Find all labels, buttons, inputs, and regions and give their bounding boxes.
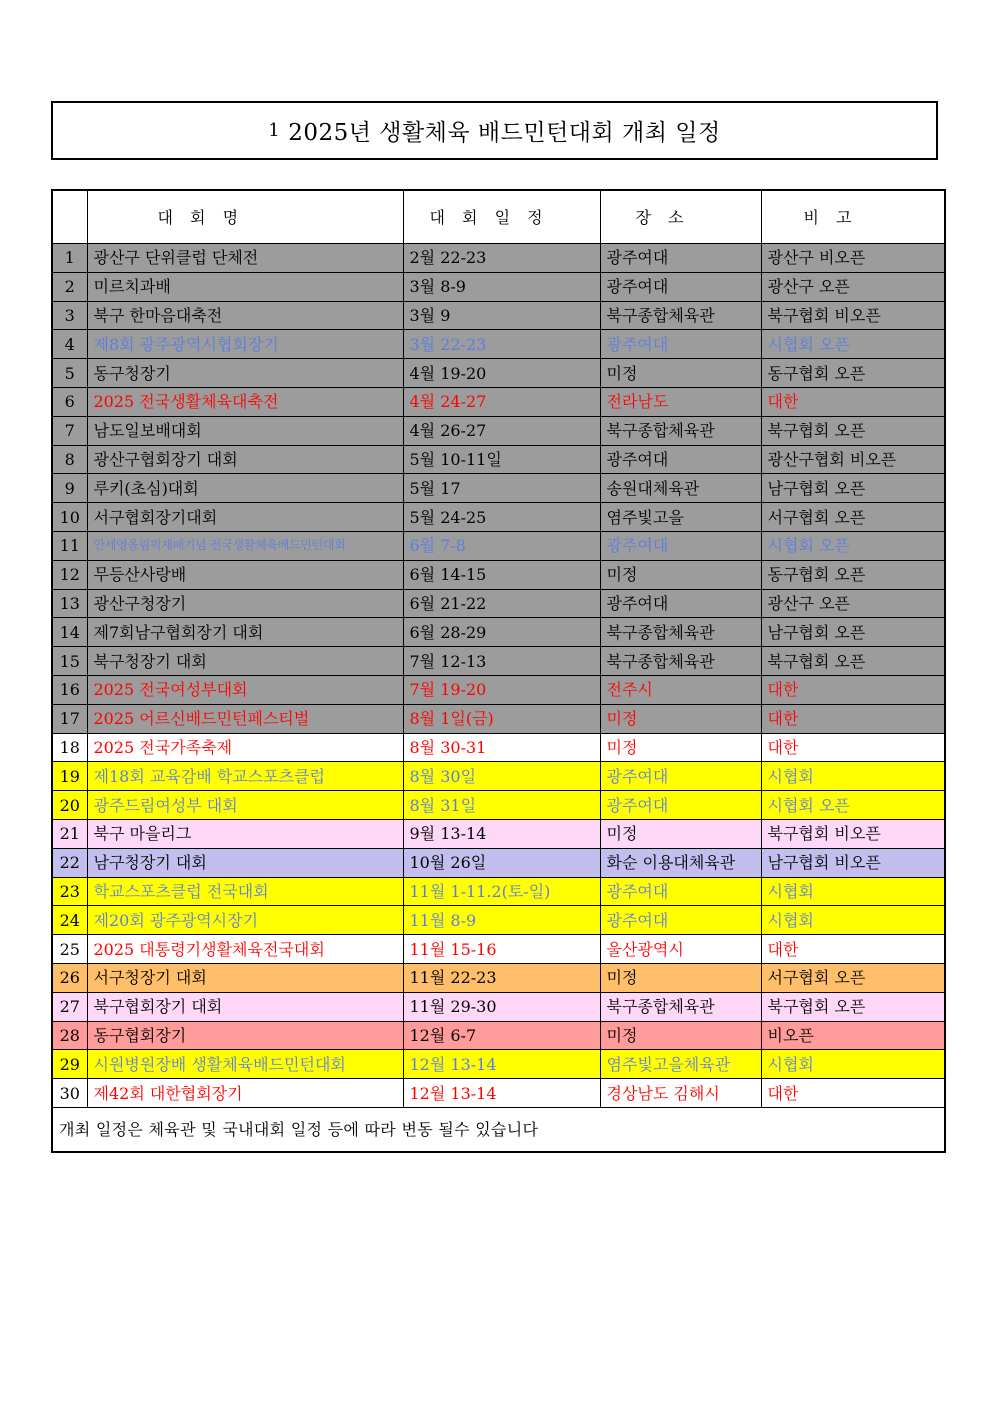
table-row	[52, 387, 945, 416]
header-place: 장 소	[600, 190, 761, 244]
table-row	[52, 560, 945, 589]
row-number: 1	[52, 244, 87, 273]
event-date: 6월 14-15	[403, 560, 600, 589]
event-date: 6월 21-22	[403, 589, 600, 618]
event-name: 2025 대통령기생활체육전국대회	[87, 935, 403, 964]
event-place: 광주여대	[600, 589, 761, 618]
header-name: 대 회 명	[87, 190, 403, 244]
event-place: 북구종합체육관	[600, 618, 761, 647]
event-date: 5월 17	[403, 474, 600, 503]
table-row	[52, 359, 945, 388]
event-note: 광산구 비오픈	[761, 244, 945, 273]
event-name: 무등산사랑배	[87, 560, 403, 589]
row-number: 23	[52, 877, 87, 906]
table-row	[52, 1050, 945, 1079]
table-row	[52, 1021, 945, 1050]
table-row	[52, 906, 945, 935]
event-place: 미정	[600, 560, 761, 589]
event-date: 6월 28-29	[403, 618, 600, 647]
event-place: 울산광역시	[600, 935, 761, 964]
event-date: 10월 26일	[403, 848, 600, 877]
event-name: 제7회남구협회장기 대회	[87, 618, 403, 647]
event-name: 남구청장기 대회	[87, 848, 403, 877]
event-place: 광주여대	[600, 330, 761, 359]
event-place: 북구종합체육관	[600, 416, 761, 445]
table-row	[52, 877, 945, 906]
table-row	[52, 647, 945, 676]
event-note: 북구협회 오픈	[761, 992, 945, 1021]
event-place: 북구종합체육관	[600, 992, 761, 1021]
event-date: 12월 6-7	[403, 1021, 600, 1050]
table-row	[52, 1079, 945, 1108]
event-note: 광산구 오픈	[761, 589, 945, 618]
event-place: 미정	[600, 963, 761, 992]
event-place: 북구종합체육관	[600, 647, 761, 676]
event-place: 염주빛고을체육관	[600, 1050, 761, 1079]
table-row	[52, 474, 945, 503]
table-row	[52, 618, 945, 647]
row-number: 10	[52, 503, 87, 532]
event-note: 북구협회 오픈	[761, 647, 945, 676]
event-name: 학교스포츠클럽 전국대회	[87, 877, 403, 906]
event-date: 7월 19-20	[403, 675, 600, 704]
event-name: 동구청장기	[87, 359, 403, 388]
event-date: 2월 22-23	[403, 244, 600, 273]
event-name: 제20회 광주광역시장기	[87, 906, 403, 935]
schedule-table	[51, 189, 946, 1153]
title-text: 2025년 생활체육 배드민턴대회 개최 일정	[288, 120, 721, 146]
event-place: 송원대체육관	[600, 474, 761, 503]
event-note: 시협회	[761, 1050, 945, 1079]
table-row	[52, 301, 945, 330]
table-row	[52, 848, 945, 877]
event-date: 12월 13-14	[403, 1079, 600, 1108]
event-date: 11월 8-9	[403, 906, 600, 935]
event-note: 동구협회 오픈	[761, 560, 945, 589]
event-date: 8월 30-31	[403, 733, 600, 762]
event-name: 안세영올림픽재패기념 전국생활체육배드민턴대회	[87, 531, 403, 560]
row-number: 12	[52, 560, 87, 589]
event-name: 2025 전국여성부대회	[87, 675, 403, 704]
event-date: 3월 8-9	[403, 272, 600, 301]
row-number: 30	[52, 1079, 87, 1108]
event-name: 광산구협회장기 대회	[87, 445, 403, 474]
table-row	[52, 244, 945, 273]
event-name: 2025 전국생활체육대축전	[87, 387, 403, 416]
row-number: 25	[52, 935, 87, 964]
event-note: 동구협회 오픈	[761, 359, 945, 388]
event-place: 경상남도 김해시	[600, 1079, 761, 1108]
event-date: 5월 24-25	[403, 503, 600, 532]
event-place: 미정	[600, 733, 761, 762]
event-place: 염주빛고을	[600, 503, 761, 532]
event-place: 광주여대	[600, 877, 761, 906]
event-place: 광주여대	[600, 791, 761, 820]
footnote: 개최 일정은 체육관 및 국내대회 일정 등에 따라 변동 될수 있습니다	[52, 1107, 945, 1152]
event-place: 광주여대	[600, 906, 761, 935]
event-note: 대한	[761, 675, 945, 704]
event-note: 남구협회 오픈	[761, 618, 945, 647]
event-name: 제8회 광주광역시협회장기	[87, 330, 403, 359]
event-note: 대한	[761, 935, 945, 964]
event-note: 대한	[761, 733, 945, 762]
event-note: 시협회	[761, 877, 945, 906]
row-number: 11	[52, 531, 87, 560]
event-name: 제18회 교육감배 학교스포츠클럽	[87, 762, 403, 791]
event-place: 미정	[600, 704, 761, 733]
event-name: 광산구청장기	[87, 589, 403, 618]
event-place: 광주여대	[600, 445, 761, 474]
row-number: 17	[52, 704, 87, 733]
table-row	[52, 416, 945, 445]
event-note: 대한	[761, 704, 945, 733]
row-number: 21	[52, 819, 87, 848]
row-number: 28	[52, 1021, 87, 1050]
row-number: 18	[52, 733, 87, 762]
page-title	[51, 101, 938, 160]
event-note: 북구협회 비오픈	[761, 301, 945, 330]
event-date: 8월 1일(금)	[403, 704, 600, 733]
table-row	[52, 675, 945, 704]
table-row	[52, 589, 945, 618]
row-number: 14	[52, 618, 87, 647]
event-name: 동구협회장기	[87, 1021, 403, 1050]
event-date: 11월 15-16	[403, 935, 600, 964]
event-place: 화순 이용대체육관	[600, 848, 761, 877]
row-number: 15	[52, 647, 87, 676]
event-name: 북구 한마음대축전	[87, 301, 403, 330]
event-date: 11월 1-11.2(토-일)	[403, 877, 600, 906]
event-place: 광주여대	[600, 272, 761, 301]
header-no	[52, 190, 87, 244]
event-date: 9월 13-14	[403, 819, 600, 848]
event-note: 광산구 오픈	[761, 272, 945, 301]
row-number: 24	[52, 906, 87, 935]
table-row	[52, 704, 945, 733]
event-name: 미르치과배	[87, 272, 403, 301]
row-number: 5	[52, 359, 87, 388]
event-note: 비오픈	[761, 1021, 945, 1050]
table-row	[52, 531, 945, 560]
event-name: 2025 어르신배드민턴페스티벌	[87, 704, 403, 733]
row-number: 2	[52, 272, 87, 301]
event-place: 미정	[600, 819, 761, 848]
row-number: 9	[52, 474, 87, 503]
event-name: 북구청장기 대회	[87, 647, 403, 676]
event-note: 시협회 오픈	[761, 330, 945, 359]
event-note: 북구협회 비오픈	[761, 819, 945, 848]
event-name: 광주드림여성부 대회	[87, 791, 403, 820]
row-number: 3	[52, 301, 87, 330]
row-number: 26	[52, 963, 87, 992]
event-place: 광주여대	[600, 244, 761, 273]
event-date: 6월 7-8	[403, 531, 600, 560]
event-name: 광산구 단위클럽 단체전	[87, 244, 403, 273]
event-place: 전주시	[600, 675, 761, 704]
event-place: 전라남도	[600, 387, 761, 416]
table-row	[52, 935, 945, 964]
event-note: 시협회	[761, 762, 945, 791]
event-note: 시협회	[761, 906, 945, 935]
event-note: 남구협회 오픈	[761, 474, 945, 503]
row-number: 6	[52, 387, 87, 416]
header-note: 비 고	[761, 190, 945, 244]
event-note: 시협회 오픈	[761, 791, 945, 820]
event-name: 북구협회장기 대회	[87, 992, 403, 1021]
row-number: 29	[52, 1050, 87, 1079]
event-note: 서구협회 오픈	[761, 963, 945, 992]
event-note: 대한	[761, 387, 945, 416]
event-date: 12월 13-14	[403, 1050, 600, 1079]
table-header-row	[52, 190, 945, 244]
event-date: 4월 19-20	[403, 359, 600, 388]
event-date: 11월 22-23	[403, 963, 600, 992]
event-name: 남도일보배대회	[87, 416, 403, 445]
event-date: 4월 24-27	[403, 387, 600, 416]
row-number: 20	[52, 791, 87, 820]
row-number: 8	[52, 445, 87, 474]
event-place: 북구종합체육관	[600, 301, 761, 330]
event-name: 서구협회장기대회	[87, 503, 403, 532]
event-place: 미정	[600, 1021, 761, 1050]
event-note: 대한	[761, 1079, 945, 1108]
row-number: 4	[52, 330, 87, 359]
event-date: 7월 12-13	[403, 647, 600, 676]
event-note: 시협회 오픈	[761, 531, 945, 560]
event-note: 남구협회 비오픈	[761, 848, 945, 877]
event-date: 11월 29-30	[403, 992, 600, 1021]
row-number: 7	[52, 416, 87, 445]
row-number: 13	[52, 589, 87, 618]
event-name: 루키(초심)대회	[87, 474, 403, 503]
event-place: 광주여대	[600, 531, 761, 560]
event-name: 북구 마을리그	[87, 819, 403, 848]
event-date: 3월 22-23	[403, 330, 600, 359]
event-place: 광주여대	[600, 762, 761, 791]
event-date: 4월 26-27	[403, 416, 600, 445]
event-name: 서구청장기 대회	[87, 963, 403, 992]
header-date: 대 회 일 정	[403, 190, 600, 244]
table-row	[52, 992, 945, 1021]
event-name: 2025 전국가족축제	[87, 733, 403, 762]
row-number: 22	[52, 848, 87, 877]
table-row	[52, 330, 945, 359]
table-row	[52, 272, 945, 301]
table-row	[52, 791, 945, 820]
table-row	[52, 733, 945, 762]
event-note: 서구협회 오픈	[761, 503, 945, 532]
event-date: 8월 30일	[403, 762, 600, 791]
event-name: 시원병원장배 생활체육배드민턴대회	[87, 1050, 403, 1079]
event-date: 3월 9	[403, 301, 600, 330]
title-number: 1	[268, 120, 281, 141]
row-number: 27	[52, 992, 87, 1021]
event-note: 광산구협회 비오픈	[761, 445, 945, 474]
row-number: 19	[52, 762, 87, 791]
event-note: 북구협회 오픈	[761, 416, 945, 445]
event-date: 5월 10-11일	[403, 445, 600, 474]
table-row	[52, 762, 945, 791]
event-name: 제42회 대한협회장기	[87, 1079, 403, 1108]
event-place: 미정	[600, 359, 761, 388]
table-row	[52, 963, 945, 992]
footnote-row	[52, 1107, 945, 1152]
table-row	[52, 819, 945, 848]
row-number: 16	[52, 675, 87, 704]
table-row	[52, 445, 945, 474]
table-row	[52, 503, 945, 532]
event-date: 8월 31일	[403, 791, 600, 820]
